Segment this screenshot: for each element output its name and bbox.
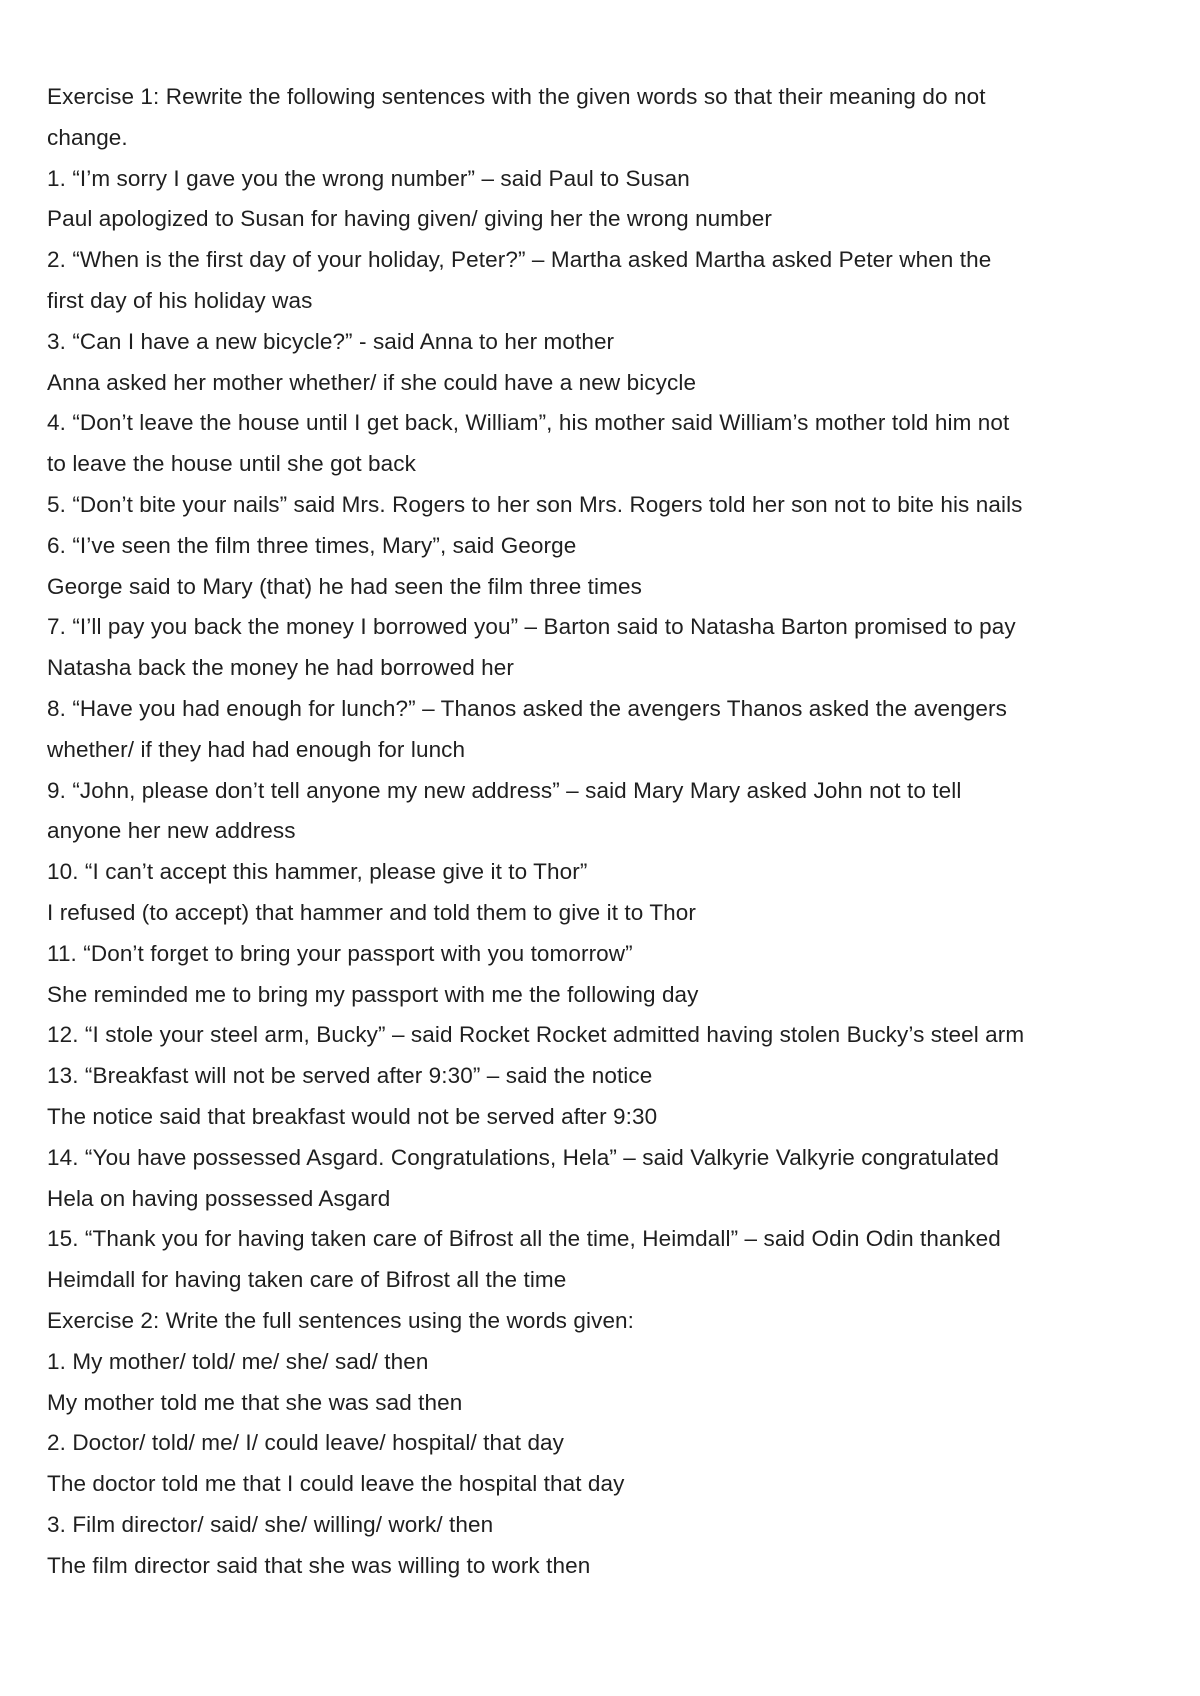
text-line: 2. “When is the first day of your holiday, Peter?” – Martha asked Martha asked Peter when the xyxy=(47,247,992,273)
text-line: first day of his holiday was xyxy=(47,287,313,313)
text-line: 12. “I stole your steel arm, Bucky” – said Rocket Rocket admitted having stolen Bucky’s steel arm xyxy=(47,1022,1025,1048)
text-line: Hela on having possessed Asgard xyxy=(47,1185,391,1211)
document-body xyxy=(47,77,1172,1586)
text-line: George said to Mary (that) he had seen the film three times xyxy=(47,573,642,599)
text-line: to leave the house until she got back xyxy=(47,451,416,477)
text-line: Heimdall for having taken care of Bifrost all the time xyxy=(47,1267,567,1293)
text-line: 10. “I can’t accept this hammer, please give it to Thor” xyxy=(47,859,588,885)
text-line: whether/ if they had had enough for lunch xyxy=(47,736,466,762)
text-line: Paul apologized to Susan for having given/ giving her the wrong number xyxy=(47,206,772,232)
text-line: 9. “John, please don’t tell anyone my new address” – said Mary Mary asked John not to tell xyxy=(47,777,962,803)
text-line: 3. Film director/ said/ she/ willing/ work/ then xyxy=(47,1511,494,1537)
text-line: The notice said that breakfast would not be served after 9:30 xyxy=(47,1103,658,1129)
text-line: anyone her new address xyxy=(47,818,296,844)
text-line: Anna asked her mother whether/ if she could have a new bicycle xyxy=(47,369,697,395)
text-line: 6. “I’ve seen the film three times, Mary”, said George xyxy=(47,532,577,558)
text-line: The film director said that she was willing to work then xyxy=(47,1552,591,1578)
text-line: Exercise 1: Rewrite the following sentences with the given words so that their meaning do not xyxy=(47,84,986,109)
text-line: 2. Doctor/ told/ me/ I/ could leave/ hospital/ that day xyxy=(47,1430,565,1456)
text-line: 15. “Thank you for having taken care of Bifrost all the time, Heimdall” – said Odin Odin thanked xyxy=(47,1226,1001,1252)
text-line: Exercise 2: Write the full sentences using the words given: xyxy=(47,1307,635,1333)
text-line: 14. “You have possessed Asgard. Congratulations, Hela” – said Valkyrie Valkyrie congratulated xyxy=(47,1144,999,1170)
text-line: 11. “Don’t forget to bring your passport with you tomorrow” xyxy=(47,940,633,966)
text-line: 13. “Breakfast will not be served after 9:30” – said the notice xyxy=(47,1063,653,1089)
text-line: I refused (to accept) that hammer and told them to give it to Thor xyxy=(47,899,697,925)
text-line: 3. “Can I have a new bicycle?” - said Anna to her mother xyxy=(47,328,615,354)
text-line: 7. “I’ll pay you back the money I borrowed you” – Barton said to Natasha Barton promised to pay xyxy=(47,614,1016,640)
text-line: 4. “Don’t leave the house until I get back, William”, his mother said William’s mother told him not xyxy=(47,410,1010,436)
text-line: She reminded me to bring my passport with me the following day xyxy=(47,981,699,1007)
text-line: 1. My mother/ told/ me/ she/ sad/ then xyxy=(47,1348,429,1374)
text-line: change. xyxy=(47,124,128,150)
text-line: My mother told me that she was sad then xyxy=(47,1389,463,1415)
text-line: 5. “Don’t bite your nails” said Mrs. Rogers to her son Mrs. Rogers told her son not to bite his nails xyxy=(47,491,1023,517)
text-line: The doctor told me that I could leave the hospital that day xyxy=(47,1471,625,1497)
text-line: Natasha back the money he had borrowed her xyxy=(47,655,514,681)
text-line: 1. “I’m sorry I gave you the wrong number” – said Paul to Susan xyxy=(47,165,690,191)
text-line: 8. “Have you had enough for lunch?” – Thanos asked the avengers Thanos asked the avengers xyxy=(47,695,1007,721)
